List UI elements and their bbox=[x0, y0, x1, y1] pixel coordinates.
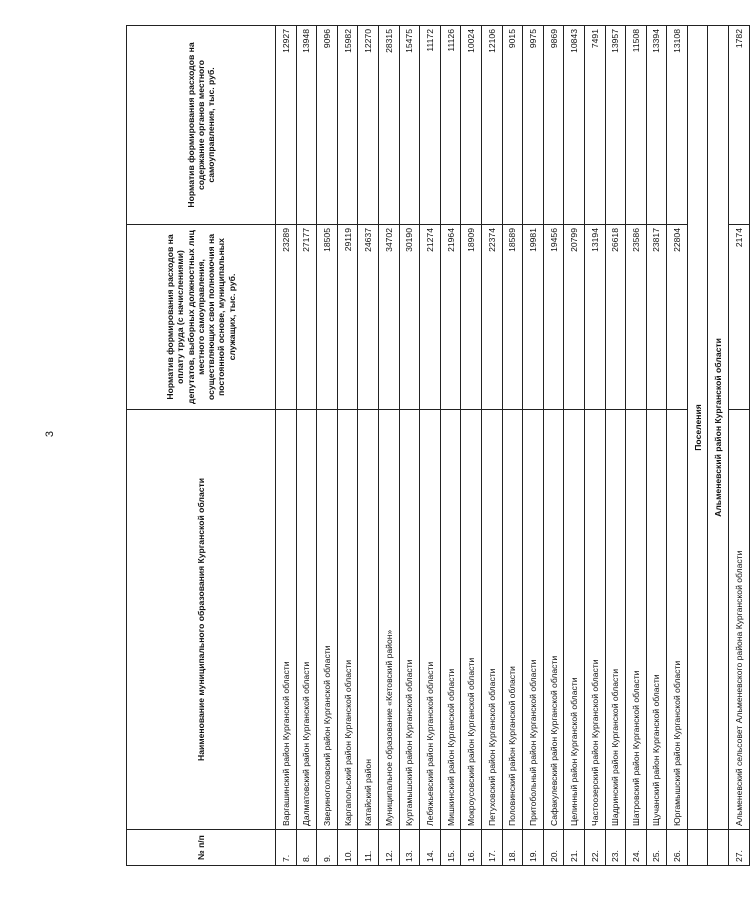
row-name: Мокроусовский район Курганской области bbox=[461, 410, 482, 830]
table-row bbox=[543, 26, 564, 866]
row-name: Куртамышский район Курганской области bbox=[399, 410, 420, 830]
rotated-table-container bbox=[126, 26, 744, 866]
row-name: Половинский район Курганской области bbox=[502, 410, 523, 830]
row-salary-norm: 34702 bbox=[378, 225, 399, 410]
row-name: Сафакулевский район Курганской области bbox=[543, 410, 564, 830]
row-number: 15. bbox=[440, 830, 461, 866]
header-municipality-name: Наименование муниципального образования Курганской области bbox=[127, 410, 276, 830]
row-name: Щучанский район Курганской области bbox=[646, 410, 667, 830]
row-maintenance-norm: 15982 bbox=[337, 26, 358, 225]
norms-table bbox=[126, 25, 750, 866]
row-number: 27. bbox=[729, 830, 750, 866]
row-number: 14. bbox=[420, 830, 441, 866]
table-row bbox=[296, 26, 317, 866]
header-salary-norm: Норматив формирования расходов на оплату труда (с начислениями) депутатов, выборных должностных лиц местного самоуправления, осуществляющих свои полномочия на постоянной основе, муниципальных служащих, тыс. руб. bbox=[127, 225, 276, 410]
row-maintenance-norm: 10843 bbox=[564, 26, 585, 225]
table-row bbox=[584, 26, 605, 866]
row-name: Петуховский район Курганской области bbox=[481, 410, 502, 830]
section-row-settlements bbox=[687, 26, 708, 866]
header-maintenance-norm: Норматив формирования расходов на содержание органов местного самоуправления, тыс. руб. bbox=[127, 26, 276, 225]
row-number: 22. bbox=[584, 830, 605, 866]
row-number: 20. bbox=[543, 830, 564, 866]
section-title-settlements: Поселения bbox=[687, 26, 708, 830]
row-maintenance-norm: 10024 bbox=[461, 26, 482, 225]
table-row bbox=[399, 26, 420, 866]
table-row bbox=[461, 26, 482, 866]
table-row bbox=[626, 26, 647, 866]
row-maintenance-norm: 12106 bbox=[481, 26, 502, 225]
section-title-district: Альменевский район Курганской области bbox=[708, 26, 729, 830]
row-name: Муниципальное образование «Кетовский район» bbox=[378, 410, 399, 830]
table-row bbox=[667, 26, 688, 866]
row-number: 21. bbox=[564, 830, 585, 866]
table-row bbox=[358, 26, 379, 866]
row-salary-norm: 2174 bbox=[729, 225, 750, 410]
row-name: Частоозерский район Курганской области bbox=[584, 410, 605, 830]
row-number: 24. bbox=[626, 830, 647, 866]
table-row bbox=[646, 26, 667, 866]
row-name: Альменевский сельсовет Альменевского района Курганской области bbox=[729, 410, 750, 830]
row-salary-norm: 23289 bbox=[276, 225, 297, 410]
row-maintenance-norm: 7491 bbox=[584, 26, 605, 225]
row-salary-norm: 23586 bbox=[626, 225, 647, 410]
row-maintenance-norm: 9096 bbox=[317, 26, 338, 225]
row-salary-norm: 18589 bbox=[502, 225, 523, 410]
table-header-row bbox=[127, 26, 276, 866]
row-name: Шадринский район Курганской области bbox=[605, 410, 626, 830]
row-number: 11. bbox=[358, 830, 379, 866]
row-number: 25. bbox=[646, 830, 667, 866]
row-number: 10. bbox=[337, 830, 358, 866]
row-maintenance-norm: 12927 bbox=[276, 26, 297, 225]
row-salary-norm: 19981 bbox=[523, 225, 544, 410]
table-row bbox=[502, 26, 523, 866]
row-maintenance-norm: 13957 bbox=[605, 26, 626, 225]
row-salary-norm: 26618 bbox=[605, 225, 626, 410]
row-number: 17. bbox=[481, 830, 502, 866]
row-name: Каргапольский район Курганской области bbox=[337, 410, 358, 830]
row-maintenance-norm: 28315 bbox=[378, 26, 399, 225]
row-salary-norm: 20799 bbox=[564, 225, 585, 410]
row-name: Звериноголовский район Курганской области bbox=[317, 410, 338, 830]
row-number: 23. bbox=[605, 830, 626, 866]
row-name: Целинный район Курганской области bbox=[564, 410, 585, 830]
row-salary-norm: 18505 bbox=[317, 225, 338, 410]
row-name: Шатровский район Курганской области bbox=[626, 410, 647, 830]
row-number: 26. bbox=[667, 830, 688, 866]
row-salary-norm: 21964 bbox=[440, 225, 461, 410]
table-row bbox=[378, 26, 399, 866]
header-number: № п/п bbox=[127, 830, 276, 866]
row-salary-norm: 23817 bbox=[646, 225, 667, 410]
row-name: Варгашинский район Курганской области bbox=[276, 410, 297, 830]
table-row bbox=[440, 26, 461, 866]
row-salary-norm: 18909 bbox=[461, 225, 482, 410]
row-maintenance-norm: 9869 bbox=[543, 26, 564, 225]
table-row bbox=[605, 26, 626, 866]
table-body bbox=[276, 26, 688, 866]
row-maintenance-norm: 12270 bbox=[358, 26, 379, 225]
row-number: 16. bbox=[461, 830, 482, 866]
row-salary-norm: 21274 bbox=[420, 225, 441, 410]
row-name: Катайский район bbox=[358, 410, 379, 830]
row-number: 8. bbox=[296, 830, 317, 866]
row-number: 19. bbox=[523, 830, 544, 866]
row-salary-norm: 19456 bbox=[543, 225, 564, 410]
table-row bbox=[481, 26, 502, 866]
row-maintenance-norm: 1782 bbox=[729, 26, 750, 225]
row-maintenance-norm: 9015 bbox=[502, 26, 523, 225]
row-salary-norm: 22804 bbox=[667, 225, 688, 410]
section-row-district bbox=[708, 26, 729, 866]
row-number: 18. bbox=[502, 830, 523, 866]
row-salary-norm: 30190 bbox=[399, 225, 420, 410]
row-number: 12. bbox=[378, 830, 399, 866]
table-row bbox=[337, 26, 358, 866]
row-maintenance-norm: 13394 bbox=[646, 26, 667, 225]
row-salary-norm: 24637 bbox=[358, 225, 379, 410]
row-salary-norm: 22374 bbox=[481, 225, 502, 410]
row-name: Далматовский район Курганской области bbox=[296, 410, 317, 830]
row-name: Притобольный район Курганской области bbox=[523, 410, 544, 830]
row-salary-norm: 29119 bbox=[337, 225, 358, 410]
row-maintenance-norm: 13948 bbox=[296, 26, 317, 225]
row-number: 13. bbox=[399, 830, 420, 866]
row-name: Мишкинский район Курганской области bbox=[440, 410, 461, 830]
row-maintenance-norm: 13108 bbox=[667, 26, 688, 225]
row-maintenance-norm: 11508 bbox=[626, 26, 647, 225]
row-number: 9. bbox=[317, 830, 338, 866]
row-maintenance-norm: 15475 bbox=[399, 26, 420, 225]
table-row bbox=[317, 26, 338, 866]
table-row bbox=[523, 26, 544, 866]
row-maintenance-norm: 11172 bbox=[420, 26, 441, 225]
table-row bbox=[276, 26, 297, 866]
row-name: Лебяжьевский район Курганской области bbox=[420, 410, 441, 830]
row-salary-norm: 27177 bbox=[296, 225, 317, 410]
page-number: 3 bbox=[44, 430, 57, 438]
table-row bbox=[729, 26, 750, 866]
row-number: 7. bbox=[276, 830, 297, 866]
row-salary-norm: 13194 bbox=[584, 225, 605, 410]
row-maintenance-norm: 9975 bbox=[523, 26, 544, 225]
table-row bbox=[564, 26, 585, 866]
row-maintenance-norm: 11126 bbox=[440, 26, 461, 225]
table-row bbox=[420, 26, 441, 866]
row-name: Юргамышский район Курганской области bbox=[667, 410, 688, 830]
